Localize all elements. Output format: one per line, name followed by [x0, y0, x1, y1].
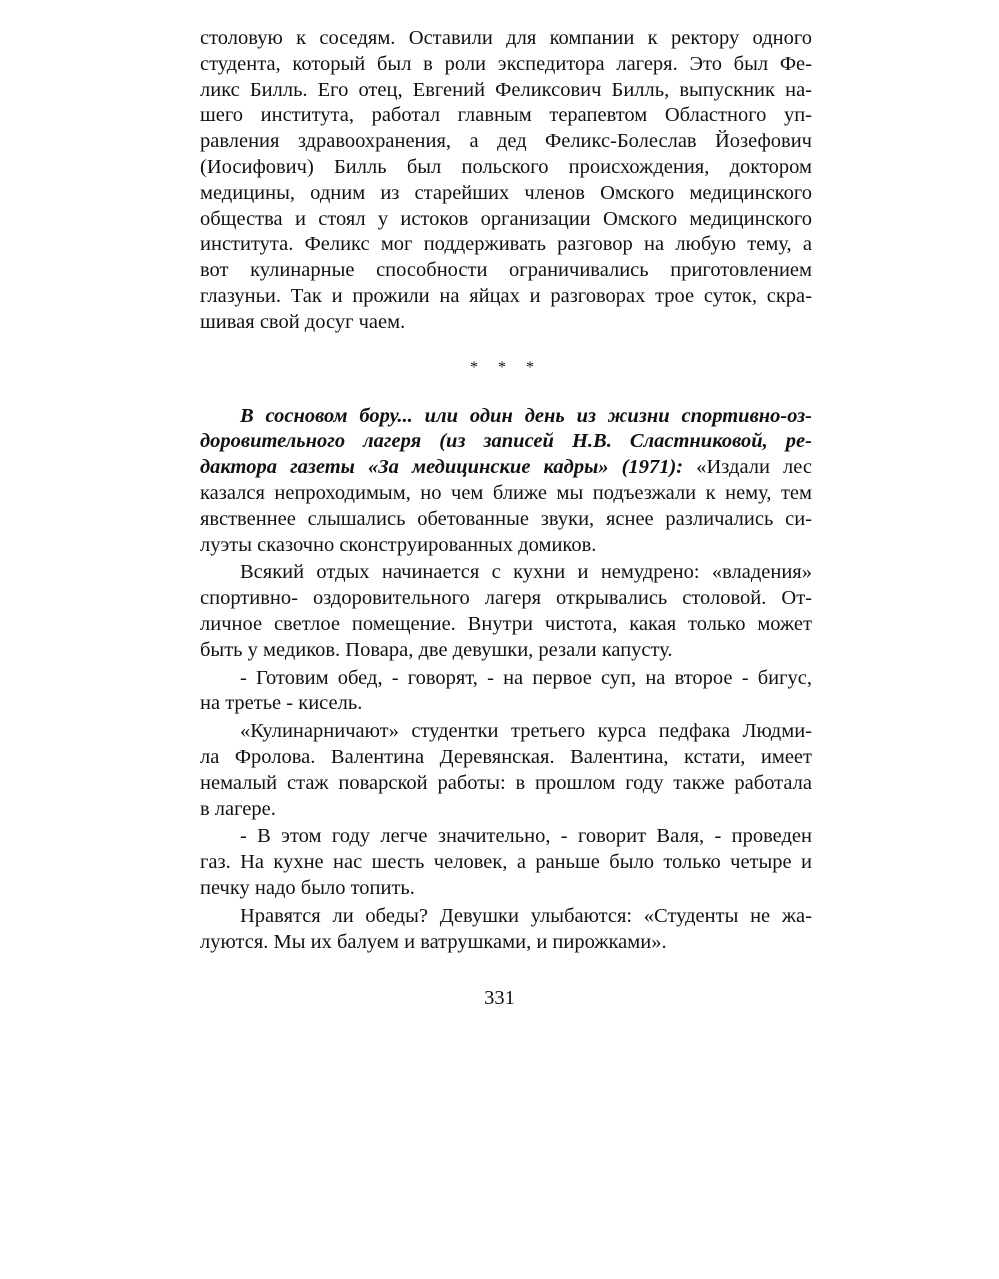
- text-line: печку надо было топить.: [200, 876, 415, 899]
- section-heading-bold: дактора газеты «За медицинские кадры» (1971):: [200, 456, 684, 479]
- section-intro: [200, 404, 812, 559]
- text-line: газ. На кухне нас шесть человек, а раньше было только четыре и: [200, 851, 812, 874]
- text-line: глазуньи. Так и прожили на яйцах и разговорах трое суток, скра-: [200, 284, 812, 307]
- section-heading-line: В сосновом бору... или один день из жизни спортивно-оз-: [240, 404, 812, 427]
- page-body: [200, 26, 812, 955]
- paragraph: [200, 824, 812, 901]
- text-line: ликс Билль. Его отец, Евгений Феликсович Билль, выпускник на-: [200, 78, 812, 101]
- text-line: в лагере.: [200, 797, 276, 820]
- text-line: луэты сказочно сконструированных домиков.: [200, 533, 597, 556]
- paragraph: [200, 904, 812, 956]
- text-line: института. Феликс мог поддерживать разговор на любую тему, а: [200, 233, 812, 256]
- text-line: медицины, одним из старейших членов Омского медицинского: [200, 181, 812, 204]
- text-line: (Иосифович) Билль был польского происхождения, доктором: [200, 155, 812, 178]
- text-line: равления здравоохранения, а дед Феликс-Болеслав Йозефович: [200, 130, 812, 153]
- text-line: шивая свой досуг чаем.: [200, 310, 406, 333]
- text-line: шего института, работал главным терапевтом Областного уп-: [200, 104, 812, 127]
- text-line: «Кулинарничают» студентки третьего курса педфака Людми-: [240, 720, 812, 743]
- text-line: на третье - кисель.: [200, 692, 363, 715]
- text-line: Нравятся ли обеды? Девушки улыбаются: «Студенты не жа-: [240, 904, 812, 927]
- text-line: - В этом году легче значительно, - говорит Валя, - проведен: [240, 825, 812, 848]
- text-line: быть у медиков. Повара, две девушки, резали капусту.: [200, 638, 673, 661]
- text-line: казался непроходимым, но чем ближе мы подъезжали к нему, тем: [200, 481, 812, 504]
- paragraph: [200, 719, 812, 822]
- section-heading-line: доровительного лагеря (из записей Н.В. Сластниковой, ре-: [200, 430, 812, 453]
- section-separator: * * *: [470, 358, 542, 376]
- text-line: Всякий отдых начинается с кухни и немудрено: «владения»: [240, 561, 812, 584]
- section-heading-line-mixed: [200, 455, 812, 481]
- paragraph-continued: [200, 26, 812, 336]
- text-line: спортивно- оздоровительного лагеря открывались столовой. От-: [200, 587, 812, 610]
- text-line: - Готовим обед, - говорят, - на первое суп, на второе - бигус,: [240, 666, 812, 689]
- text-line: студента, который был в роли экспедитора лагеря. Это был Фе-: [200, 52, 812, 75]
- text-line: ла Фролова. Валентина Деревянская. Валентина, кстати, имеет: [200, 745, 812, 768]
- text-line: столовую к соседям. Оставили для компании к ректору одного: [200, 27, 812, 49]
- text-line: общества и стоял у истоков организации Омского медицинского: [200, 207, 812, 230]
- text-line: вот кулинарные способности ограничивались приготовлением: [200, 259, 812, 282]
- text-line: явственнее слышались обетованные звуки, яснее различались си-: [200, 507, 812, 530]
- paragraph: [200, 560, 812, 663]
- section-intro-start: «Издали лес: [683, 456, 812, 479]
- text-line: личное светлое помещение. Внутри чистота, какая только может: [200, 612, 812, 635]
- text-line: немалый стаж поварской работы: в прошлом году также работала: [200, 771, 812, 794]
- text-line: луются. Мы их балуем и ватрушками, и пирожками».: [200, 930, 667, 953]
- page-number: 331: [484, 987, 515, 1009]
- paragraph: [200, 666, 812, 718]
